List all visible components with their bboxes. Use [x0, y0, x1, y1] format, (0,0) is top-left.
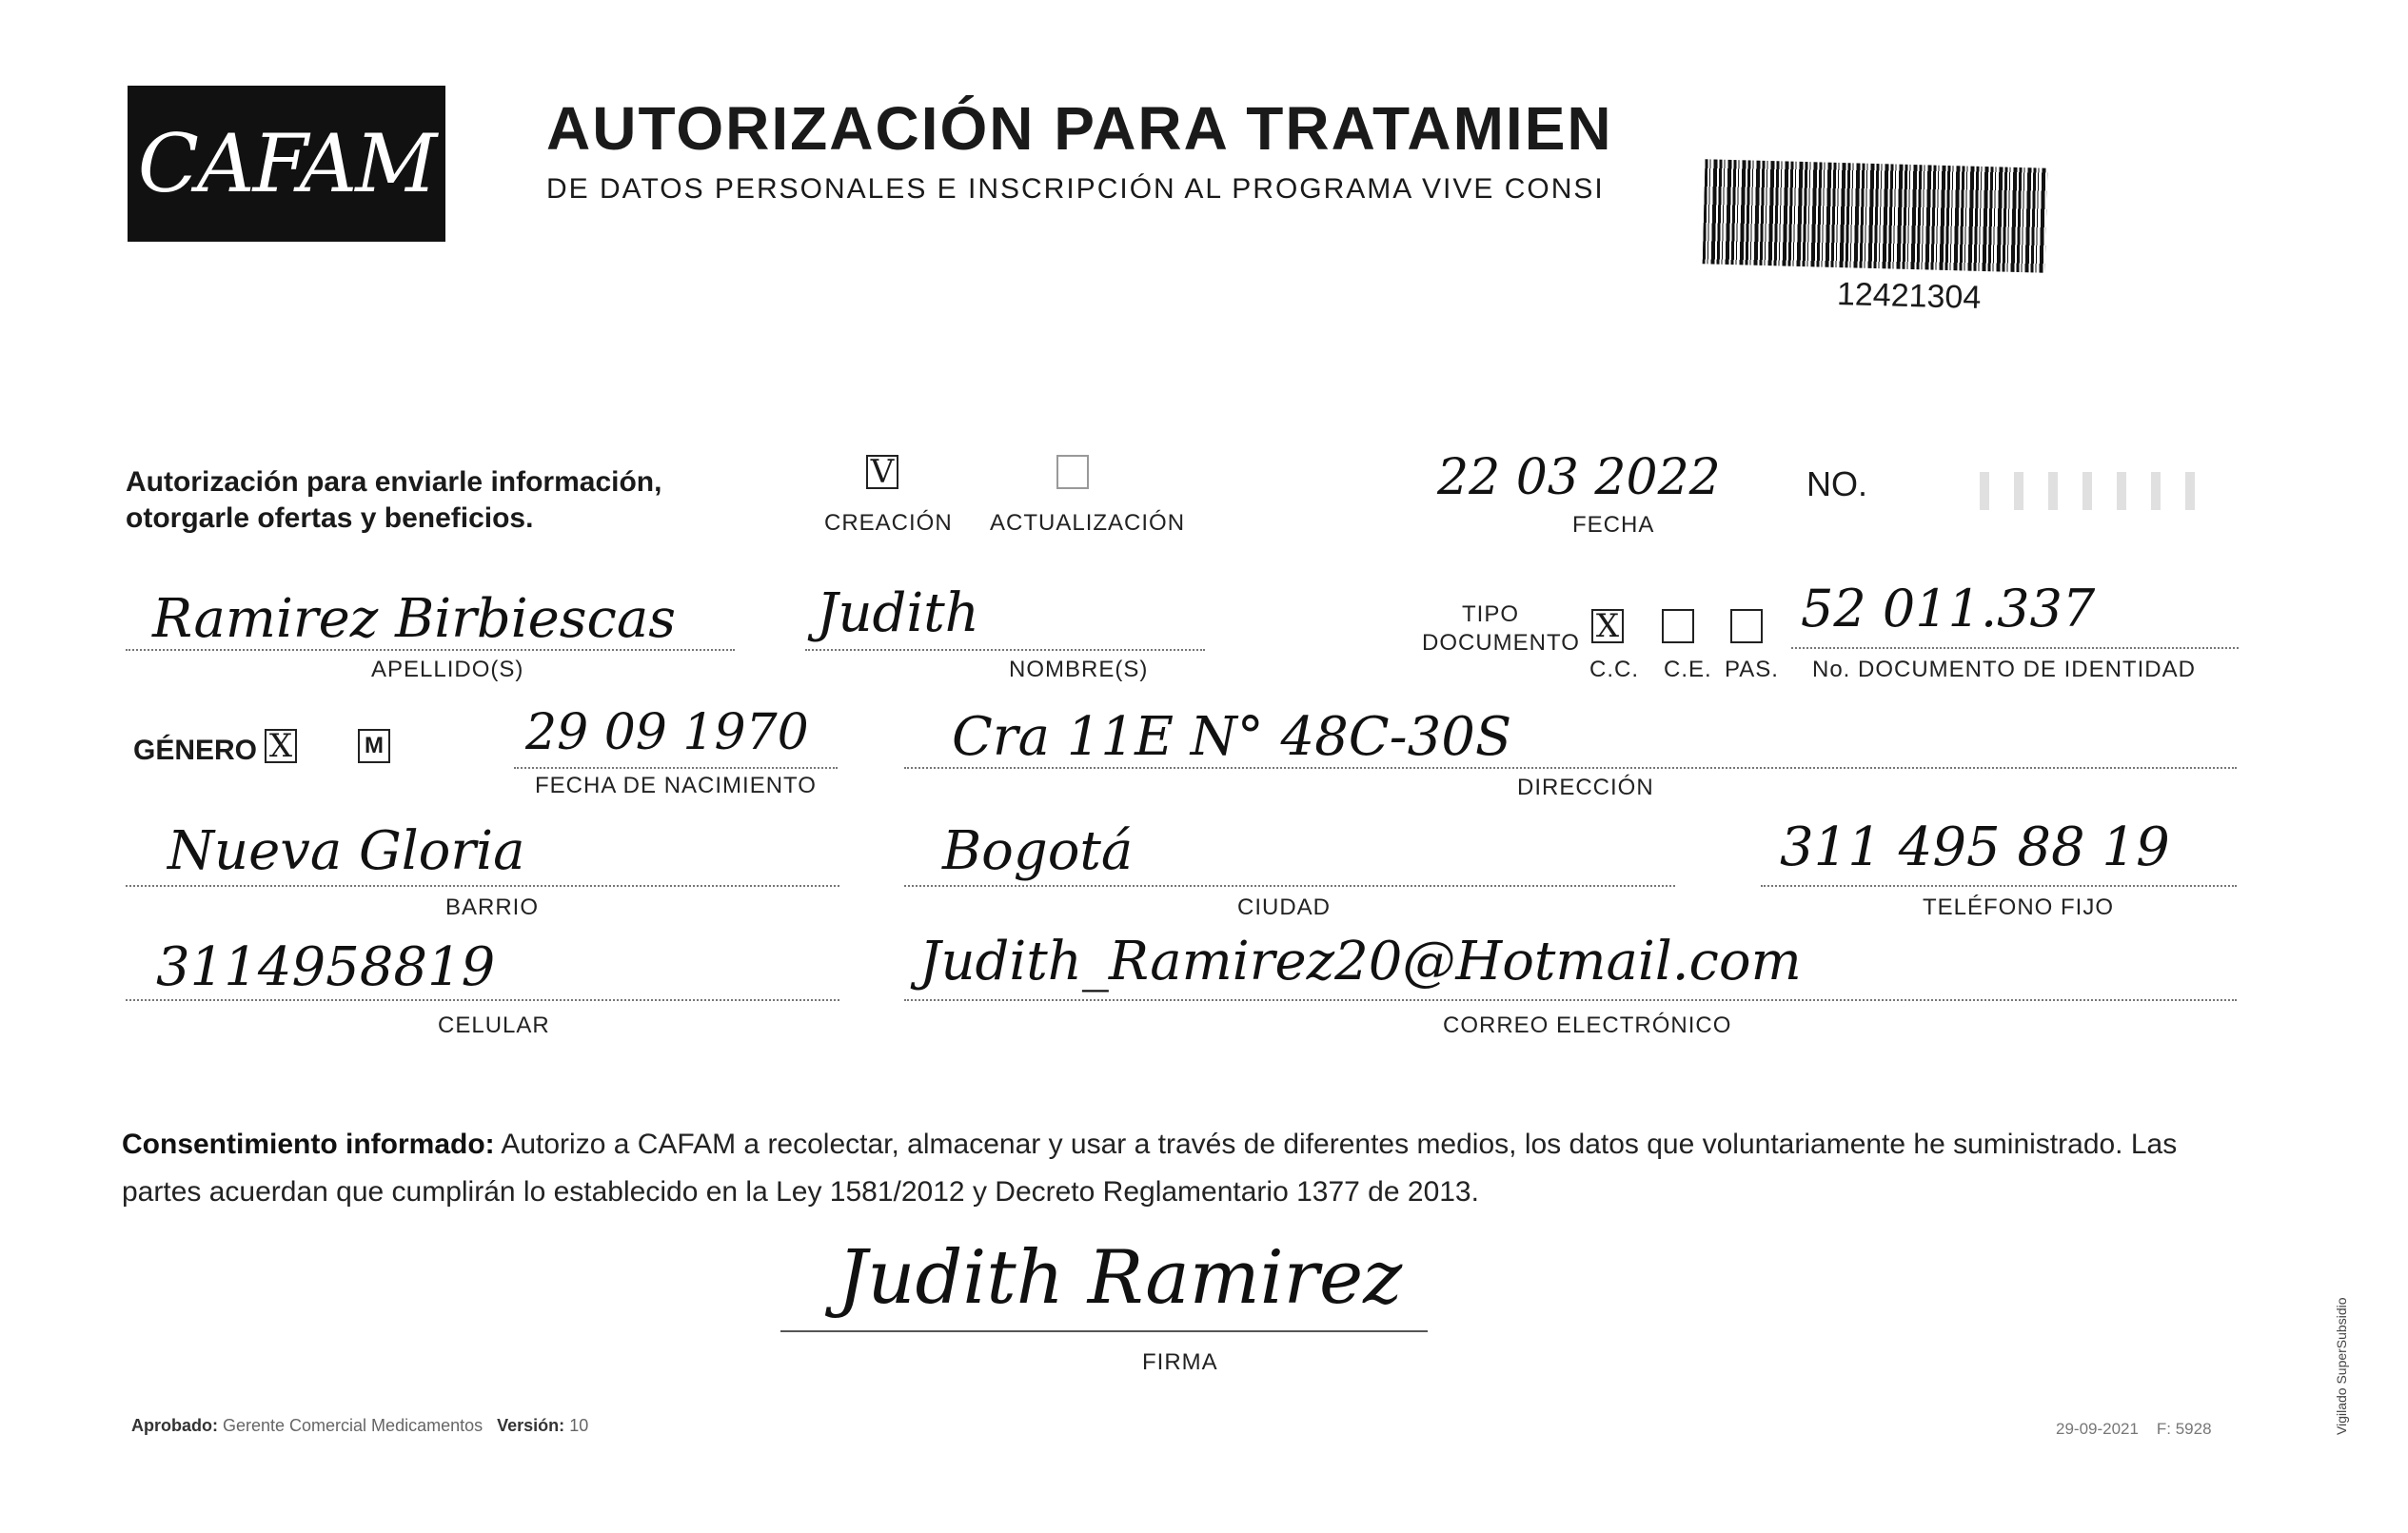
signature-label: FIRMA: [1142, 1349, 1218, 1375]
barcode: [1703, 159, 2048, 272]
ce-label: C.E.: [1664, 657, 1712, 682]
ciudad-value: Bogotá: [942, 820, 1134, 882]
correo-value: Judith_Ramirez20@Hotmail.com: [919, 931, 1802, 993]
ciudad-label: CIUDAD: [1237, 894, 1332, 920]
pas-label: PAS.: [1725, 657, 1779, 682]
ce-checkbox[interactable]: [1662, 609, 1694, 643]
telefono-label: TELÉFONO FIJO: [1923, 894, 2115, 920]
form-title: AUTORIZACIÓN PARA TRATAMIEN: [546, 94, 1613, 163]
pas-checkbox[interactable]: [1730, 609, 1763, 643]
authorization-intro-line2: otorgarle ofertas y beneficios.: [126, 502, 534, 534]
nombre-label: NOMBRE(S): [1009, 657, 1149, 682]
no-label: NO.: [1806, 464, 1868, 503]
consent-text: Autorizo a CAFAM a recolectar, almacenar y usar a través de diferentes medios, los datos que voluntariamente he suministrado. Las partes acuerdan que cumplirán lo establecido en la Ley 1581/2012 y Decreto Reglamentario 1377 de 2013.: [122, 1129, 2178, 1208]
documento-line: [1791, 647, 2239, 649]
cafam-logo: CAFAM: [128, 86, 445, 242]
nacimiento-label: FECHA DE NACIMIENTO: [535, 773, 817, 798]
version-label: Versión:: [497, 1416, 565, 1435]
serial-number-faded: [1980, 472, 2199, 510]
nombre-value: Judith: [817, 582, 979, 644]
signature-line: [780, 1330, 1428, 1332]
apellidos-line: [126, 649, 735, 651]
barcode-number: 12421304: [1836, 276, 1982, 316]
aprobado-value: Gerente Comercial Medicamentos: [223, 1416, 484, 1435]
actualizacion-checkbox[interactable]: [1056, 455, 1089, 489]
correo-line: [904, 999, 2237, 1001]
genero-m-checkbox[interactable]: [358, 729, 390, 763]
fecha-label: FECHA: [1572, 512, 1655, 538]
form-subtitle: DE DATOS PERSONALES E INSCRIPCIÓN AL PROGRAMA VIVE CONSI: [546, 173, 1605, 205]
telefono-value: 311 495 88 19: [1780, 816, 2170, 878]
genero-f-checkbox[interactable]: [265, 729, 297, 763]
creacion-label: CREACIÓN: [824, 510, 953, 536]
nombre-line: [805, 649, 1205, 651]
celular-value: 3114958819: [156, 936, 496, 998]
aprobado-label: Aprobado:: [131, 1416, 218, 1435]
telefono-line: [1761, 885, 2237, 887]
actualizacion-label: ACTUALIZACIÓN: [990, 510, 1186, 536]
footer-date: 29-09-2021: [2056, 1420, 2139, 1438]
nacimiento-line: [514, 767, 838, 769]
fecha-value: 22 03 2022: [1437, 449, 1721, 506]
barrio-label: BARRIO: [445, 894, 540, 920]
nacimiento-value: 29 09 1970: [525, 704, 809, 761]
creacion-checkbox[interactable]: [866, 455, 898, 489]
footer-date-code: [2056, 1420, 2212, 1439]
tipo-label-2: DOCUMENTO: [1422, 630, 1580, 656]
genero-m-label: M: [365, 733, 384, 758]
ciudad-line: [904, 885, 1675, 887]
direccion-line: [904, 767, 2237, 769]
barrio-line: [126, 885, 839, 887]
celular-label: CELULAR: [438, 1012, 550, 1038]
documento-value: 52 011.337: [1801, 579, 2096, 639]
direccion-value: Cra 11E N° 48C-30S: [952, 706, 1512, 768]
genero-f-mark: X: [268, 727, 293, 765]
cc-label: C.C.: [1589, 657, 1639, 682]
tipo-label-1: TIPO: [1462, 601, 1520, 627]
footer-code: F: 5928: [2156, 1420, 2212, 1438]
consent-paragraph: [122, 1121, 2254, 1216]
cc-checkbox[interactable]: [1591, 609, 1624, 643]
barrio-value: Nueva Gloria: [168, 820, 525, 882]
genero-label: GÉNERO: [133, 735, 258, 766]
consent-heading: Consentimiento informado:: [122, 1129, 495, 1160]
celular-line: [126, 999, 839, 1001]
footer-approval: [131, 1416, 588, 1436]
cc-mark: X: [1595, 607, 1620, 645]
documento-label: No. DOCUMENTO DE IDENTIDAD: [1812, 657, 2196, 682]
authorization-intro-line1: Autorización para enviarle información,: [126, 466, 662, 498]
vigilado-supersubsidio: Vigilado SuperSubsidio: [2334, 1297, 2349, 1435]
correo-label: CORREO ELECTRÓNICO: [1443, 1012, 1732, 1038]
direccion-label: DIRECCIÓN: [1517, 775, 1654, 800]
version-value: 10: [569, 1416, 589, 1435]
apellidos-value: Ramirez Birbiescas: [152, 588, 677, 650]
creacion-mark: V: [870, 453, 895, 491]
signature-value: Judith Ramirez: [838, 1235, 1403, 1321]
authorization-intro: [126, 464, 661, 537]
apellidos-label: APELLIDO(S): [371, 657, 524, 682]
